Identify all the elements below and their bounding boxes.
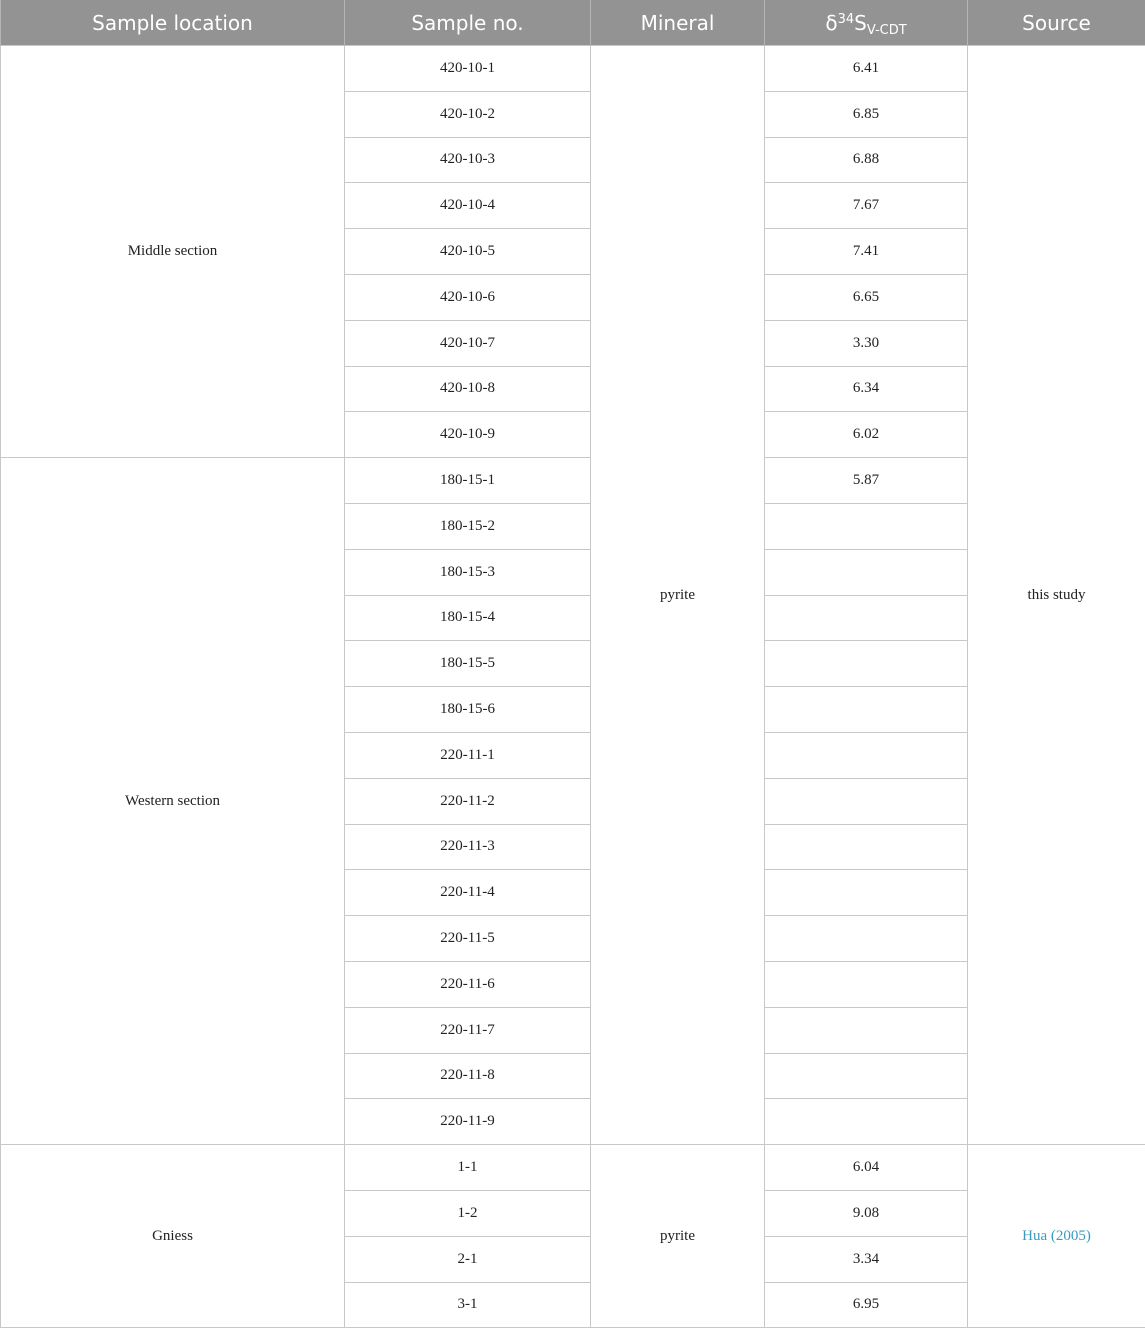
sample-no-cell: 420-10-1 [345, 46, 591, 92]
header-delta-main: S [854, 11, 867, 35]
sample-no-cell: 220-11-9 [345, 1099, 591, 1145]
header-delta-superscript: 34 [838, 12, 855, 27]
sample-no-cell: 220-11-4 [345, 870, 591, 916]
delta34s-value-cell [765, 732, 968, 778]
sample-no-cell: 2-1 [345, 1236, 591, 1282]
header-mineral: Mineral [591, 0, 765, 46]
sample-no-cell: 180-15-1 [345, 458, 591, 504]
delta34s-value-cell: 5.87 [765, 458, 968, 504]
delta34s-value-cell [765, 595, 968, 641]
source-hua-2005-link[interactable]: Hua (2005) [968, 1145, 1145, 1328]
sample-no-cell: 220-11-6 [345, 961, 591, 1007]
source-this-study: this study [968, 46, 1145, 1145]
mineral-cell-gniess: pyrite [591, 1145, 765, 1328]
delta34s-value-cell [765, 870, 968, 916]
sample-no-cell: 220-11-3 [345, 824, 591, 870]
delta34s-value-cell [765, 916, 968, 962]
sample-no-cell: 420-10-3 [345, 137, 591, 183]
sample-no-cell: 420-10-9 [345, 412, 591, 458]
delta34s-value-cell: 3.34 [765, 1236, 968, 1282]
sample-no-cell: 220-11-7 [345, 1007, 591, 1053]
table-header [1, 0, 1145, 46]
sample-no-cell: 420-10-8 [345, 366, 591, 412]
header-delta-subscript: V-CDT [867, 23, 907, 38]
sample-no-cell: 3-1 [345, 1282, 591, 1328]
header-delta34s [765, 0, 968, 46]
sample-no-cell: 180-15-6 [345, 687, 591, 733]
location-gniess: Gniess [1, 1145, 345, 1328]
location-middle-section: Middle section [1, 46, 345, 458]
header-delta-symbol: δ [825, 11, 837, 35]
delta34s-value-cell: 6.95 [765, 1282, 968, 1328]
sample-no-cell: 420-10-2 [345, 91, 591, 137]
delta34s-value-cell [765, 641, 968, 687]
sample-no-cell: 1-1 [345, 1145, 591, 1191]
sample-no-cell: 420-10-4 [345, 183, 591, 229]
header-row [1, 0, 1145, 46]
location-western-section: Western section [1, 458, 345, 1145]
sample-no-cell: 420-10-7 [345, 320, 591, 366]
delta34s-value-cell [765, 1099, 968, 1145]
sample-no-cell: 220-11-8 [345, 1053, 591, 1099]
header-source: Source [968, 0, 1145, 46]
sample-no-cell: 420-10-5 [345, 229, 591, 275]
delta34s-value-cell [765, 687, 968, 733]
header-sample-no: Sample no. [345, 0, 591, 46]
sample-no-cell: 420-10-6 [345, 274, 591, 320]
sample-no-cell: 1-2 [345, 1190, 591, 1236]
delta34s-value-cell [765, 549, 968, 595]
table-row [1, 1145, 1145, 1191]
delta34s-value-cell: 6.02 [765, 412, 968, 458]
delta34s-value-cell: 7.67 [765, 183, 968, 229]
delta34s-value-cell: 3.30 [765, 320, 968, 366]
mineral-cell-study: pyrite [591, 46, 765, 1145]
sample-no-cell: 180-15-4 [345, 595, 591, 641]
delta34s-value-cell [765, 1007, 968, 1053]
header-sample-location: Sample location [1, 0, 345, 46]
sample-no-cell: 220-11-5 [345, 916, 591, 962]
delta34s-value-cell [765, 961, 968, 1007]
sample-no-cell: 220-11-1 [345, 732, 591, 778]
table-row [1, 46, 1145, 92]
sample-no-cell: 180-15-3 [345, 549, 591, 595]
delta34s-value-cell: 6.65 [765, 274, 968, 320]
delta34s-value-cell [765, 824, 968, 870]
delta34s-value-cell: 7.41 [765, 229, 968, 275]
delta34s-value-cell: 6.04 [765, 1145, 968, 1191]
delta34s-value-cell: 9.08 [765, 1190, 968, 1236]
delta34s-value-cell [765, 1053, 968, 1099]
delta34s-value-cell: 6.88 [765, 137, 968, 183]
sample-no-cell: 180-15-5 [345, 641, 591, 687]
sample-no-cell: 220-11-2 [345, 778, 591, 824]
sample-no-cell: 180-15-2 [345, 503, 591, 549]
delta34s-value-cell: 6.41 [765, 46, 968, 92]
table-body [1, 46, 1145, 1328]
delta34s-value-cell [765, 778, 968, 824]
delta34s-value-cell: 6.34 [765, 366, 968, 412]
delta34s-value-cell: 6.85 [765, 91, 968, 137]
delta34s-value-cell [765, 503, 968, 549]
